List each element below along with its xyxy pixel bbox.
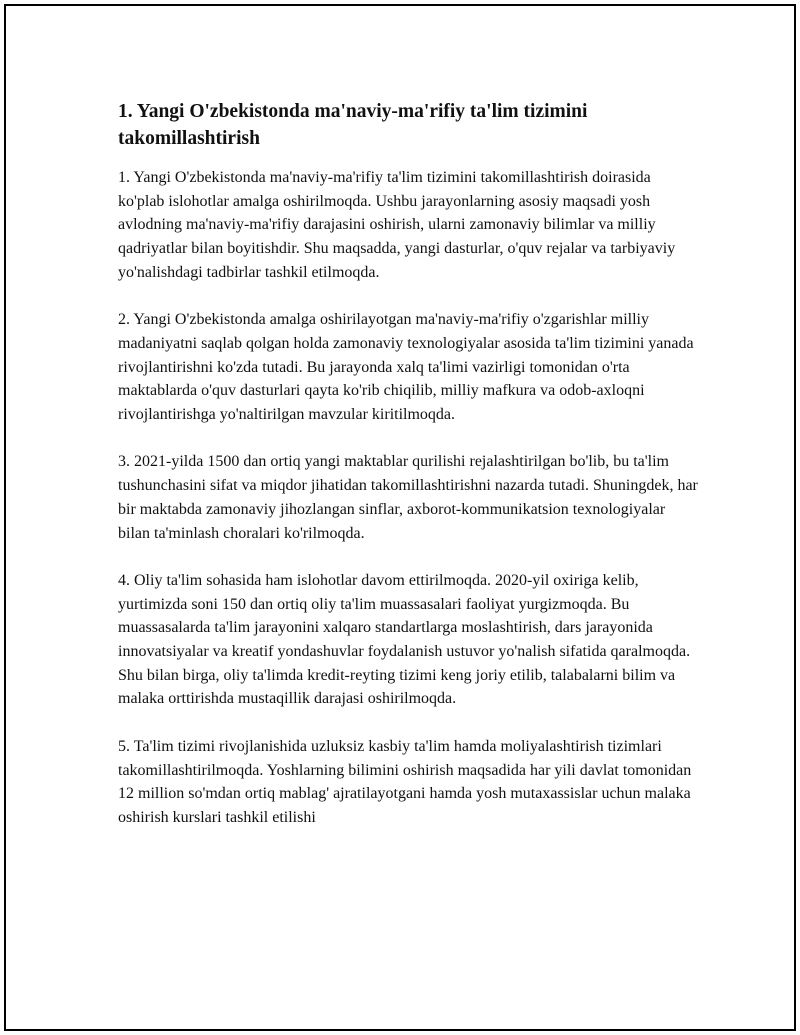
paragraph-4: 4. Oliy ta'lim sohasida ham islohotlar davom ettirilmoqda. 2020-yil oxiriga kelib, yurtimizda soni 150 dan ortiq oliy ta'lim muassasalari faoliyat yurgizmoqda. Bu muassasalarda ta'lim jarayonini xalqaro standartlarga moslashtirish, dars jarayonida innovatsiyalar va kreatif yondashuvlar foydalanish ustuvor yo'nalish sifatida qaralmoqda. Shu bilan birga, oliy ta'limda kredit-reyting tizimi keng joriy etilib, talabalarni bilim va malaka orttirishda mustaqillik darajasi oshirilmoqda.: [118, 571, 691, 708]
document-body: [118, 98, 698, 853]
paragraph-3: 3. 2021-yilda 1500 dan ortiq yangi maktablar qurilishi rejalashtirilgan bo'lib, bu ta'lim tushunchasini sifat va miqdor jihatidan takomillashtirishni nazarda tutadi. Shuningdek, har bir maktabda zamonaviy jihozlangan sinflar, axborot-kommunikatsion texnologiyalar bilan ta'minlash choralari ko'rilmoqda.: [118, 453, 698, 542]
paragraph-1: 1. Yangi O'zbekistonda ma'naviy-ma'rifiy ta'lim tizimini takomillashtirish doirasida ko'plab islohotlar amalga oshirilmoqda. Ushbu jarayonlarning asosiy maqsadi yosh avlodning ma'naviy-ma'rifiy darajasini oshirish, ularni zamonaviy bilimlar va milliy qadriyatlar bilan boyitishdir. Shu maqsadda, yangi dasturlar, o'quv rejalar va tarbiyaviy yo'nalishdagi tadbirlar tashkil etilmoqda.: [118, 169, 676, 281]
paragraph-2: 2. Yangi O'zbekistonda amalga oshirilayotgan ma'naviy-ma'rifiy o'zgarishlar milliy madaniyatni saqlab qolgan holda zamonaviy texnologiyalar asosida ta'lim tizimini yanada rivojlantirishni ko'zda tutadi. Bu jarayonda xalq ta'limi vazirligi tomonidan o'rta maktablarda o'quv dasturlari qayta ko'rib chiqilib, milliy mafkura va odob-axloqni rivojlantirishga yo'naltirilgan mavzular kiritilmoqda.: [118, 311, 694, 424]
paragraph-5: 5. Ta'lim tizimi rivojlanishida uzluksiz kasbiy ta'lim hamda moliyalashtirish tizimlari takomillashtirilmoqda. Yoshlarning bilimini oshirish maqsadida har yili davlat tomonidan 12 million so'mdan ortiq mablag' ajratilayotgani hamda yosh mutaxassislar uchun malaka oshirish kurslari tashkil etilishi: [118, 737, 692, 826]
document-title: 1. Yangi O'zbekistonda ma'naviy-ma'rifiy ta'lim tizimini takomillashtirish: [118, 101, 588, 149]
document-page: [4, 4, 796, 1031]
